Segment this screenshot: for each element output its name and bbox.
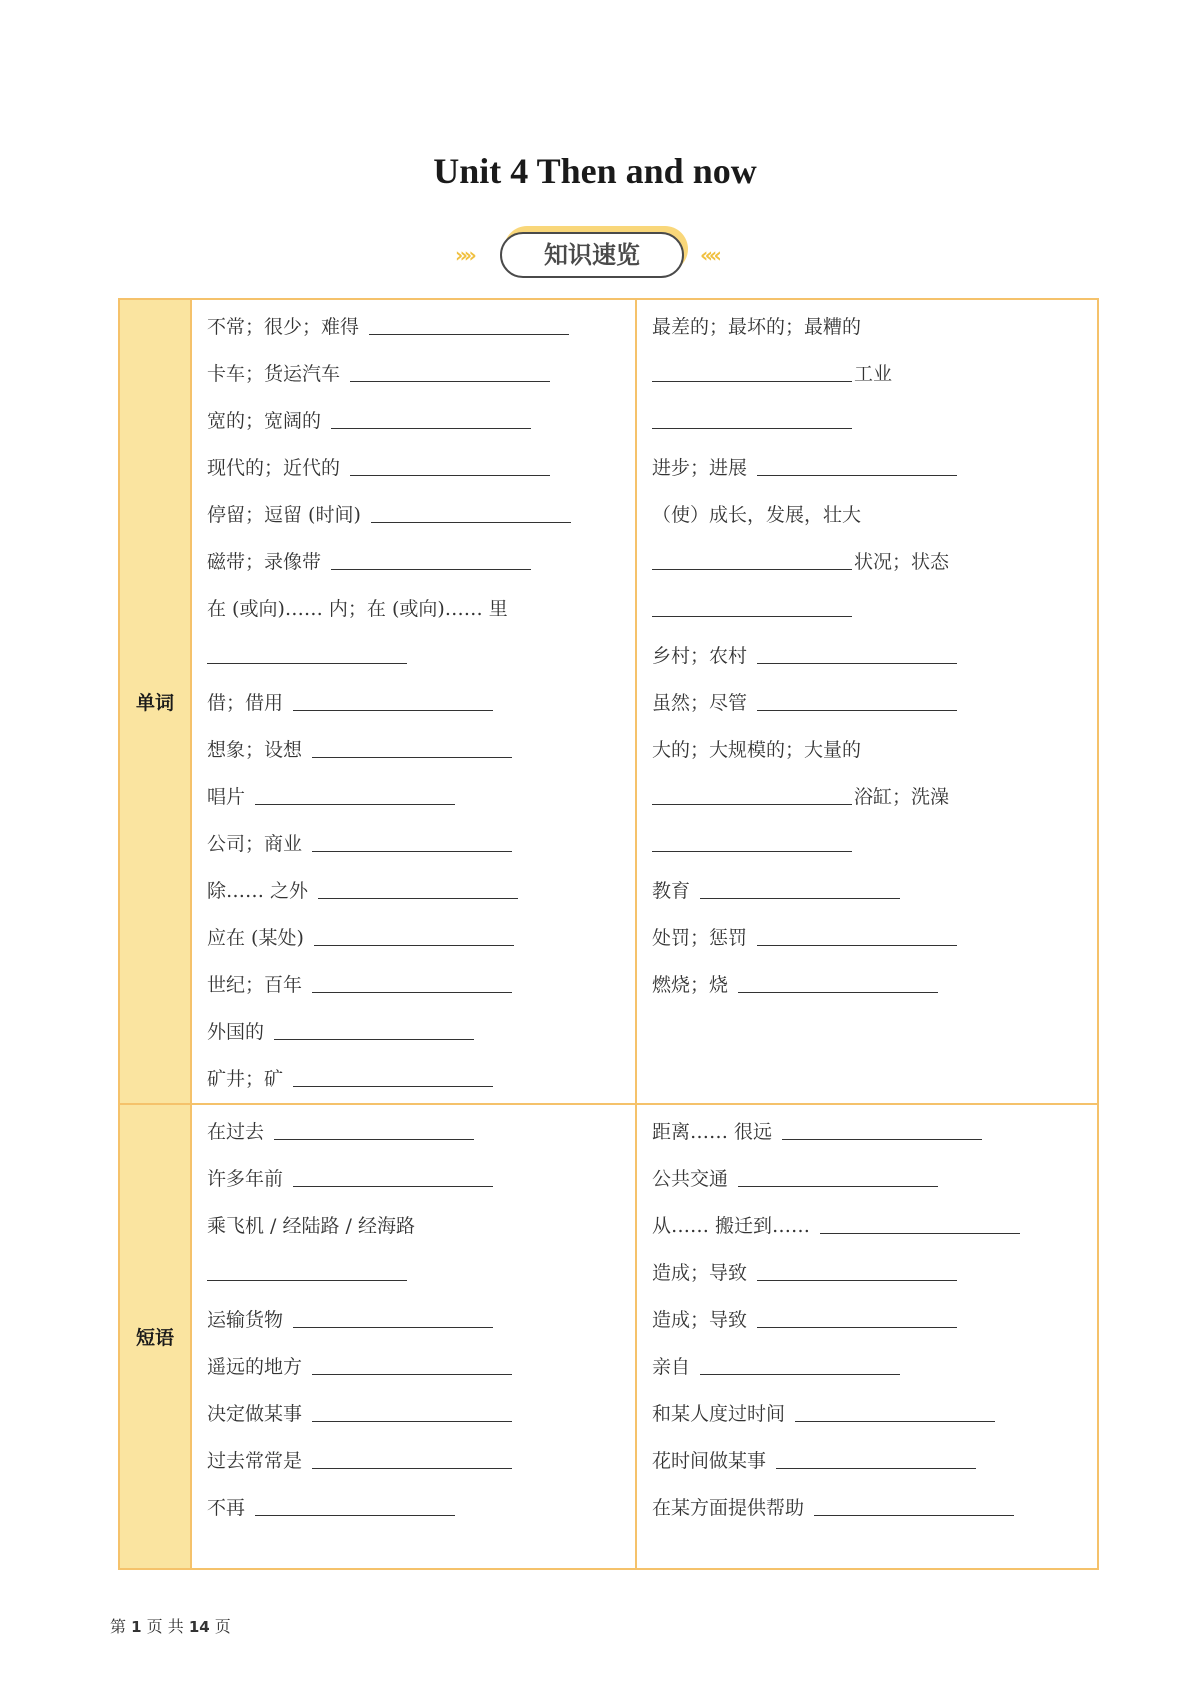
vocab-line xyxy=(207,539,635,586)
answer-blank[interactable] xyxy=(738,962,938,993)
vocab-prompt: 唱片 xyxy=(207,786,246,808)
vocab-prompt: 教育 xyxy=(652,880,691,902)
vocab-line xyxy=(207,915,635,962)
vocab-line xyxy=(652,915,1097,962)
vocab-line xyxy=(207,680,635,727)
footer-page-number: 1 xyxy=(131,1618,142,1636)
vocab-line xyxy=(207,304,635,351)
vocab-prompt: 世纪；百年 xyxy=(207,974,303,996)
words-left-column xyxy=(191,299,636,1104)
vocab-prompt: 亲自 xyxy=(652,1356,691,1378)
vocab-line xyxy=(207,1297,635,1344)
answer-blank[interactable] xyxy=(757,445,957,476)
vocab-prompt: 造成；导致 xyxy=(652,1309,748,1331)
vocab-line xyxy=(207,1056,635,1103)
section-header-words: 单词 xyxy=(119,299,191,1104)
vocab-prompt: 卡车；货运汽车 xyxy=(207,363,341,385)
vocab-prompt: 进步；进展 xyxy=(652,457,748,479)
answer-blank[interactable] xyxy=(738,1156,938,1187)
vocab-line xyxy=(652,1438,1097,1485)
vocab-prompt: 不再 xyxy=(207,1497,246,1519)
section-header-phrases: 短语 xyxy=(119,1104,191,1569)
vocab-line xyxy=(652,1391,1097,1438)
vocab-prompt: 花时间做某事 xyxy=(652,1450,767,1472)
answer-blank[interactable] xyxy=(652,351,852,382)
vocab-line xyxy=(652,1344,1097,1391)
answer-blank[interactable] xyxy=(312,962,512,993)
answer-blank[interactable] xyxy=(350,445,550,476)
vocab-line xyxy=(207,1485,635,1532)
vocab-prompt: 大的；大规模的；大量的 xyxy=(652,739,862,761)
words-right-column xyxy=(636,299,1098,1104)
vocab-line xyxy=(652,1297,1097,1344)
vocab-prompt: 在某方面提供帮助 xyxy=(652,1497,805,1519)
vocab-line xyxy=(207,727,635,774)
answer-blank[interactable] xyxy=(207,633,407,664)
answer-blank[interactable] xyxy=(795,1391,995,1422)
vocab-line xyxy=(207,1009,635,1056)
vocab-prompt: 和某人度过时间 xyxy=(652,1403,786,1425)
vocab-line xyxy=(652,445,1097,492)
vocab-line xyxy=(652,351,1097,398)
vocab-prompt: 停留；逗留 (时间) xyxy=(207,504,361,526)
answer-blank[interactable] xyxy=(318,868,518,899)
vocab-line xyxy=(652,1109,1097,1156)
vocab-prompt: 乡村；农村 xyxy=(652,645,748,667)
vocab-line xyxy=(207,1156,635,1203)
answer-blank[interactable] xyxy=(700,868,900,899)
vocab-line xyxy=(207,586,635,633)
answer-blank[interactable] xyxy=(652,821,852,852)
vocab-line xyxy=(207,1203,635,1250)
vocab-line xyxy=(207,1109,635,1156)
answer-blank[interactable] xyxy=(293,1156,493,1187)
vocab-prompt: 距离…… 很远 xyxy=(652,1121,773,1143)
vocab-prompt: 造成；导致 xyxy=(652,1262,748,1284)
vocab-line xyxy=(207,1250,635,1297)
answer-blank[interactable] xyxy=(312,1344,512,1375)
vocab-line xyxy=(652,1203,1097,1250)
chevron-right-icon: »» xyxy=(455,243,473,267)
chevron-left-icon: «« xyxy=(700,243,718,267)
answer-blank[interactable] xyxy=(757,1297,957,1328)
vocab-prompt: 处罚；惩罚 xyxy=(652,927,748,949)
vocab-prompt: 从…… 搬迁到…… xyxy=(652,1215,811,1237)
vocab-line xyxy=(207,398,635,445)
footer-prefix: 第 xyxy=(110,1617,127,1636)
vocab-prompt: 不常；很少；难得 xyxy=(207,316,360,338)
page-title: Unit 4 Then and now xyxy=(433,151,757,191)
vocab-prompt: 燃烧；烧 xyxy=(652,974,729,996)
vocab-prompt: 磁带；录像带 xyxy=(207,551,322,573)
vocab-line xyxy=(207,633,635,680)
vocab-prompt: 想象；设想 xyxy=(207,739,303,761)
vocab-line xyxy=(652,774,1097,821)
vocab-prompt: 决定做某事 xyxy=(207,1403,303,1425)
vocab-line xyxy=(207,1344,635,1391)
answer-blank[interactable] xyxy=(331,398,531,429)
vocab-line xyxy=(207,445,635,492)
vocab-line xyxy=(652,586,1097,633)
answer-blank[interactable] xyxy=(293,1056,493,1087)
footer-suffix: 页 xyxy=(214,1617,231,1636)
answer-blank[interactable] xyxy=(312,821,512,852)
vocab-prompt: 遥远的地方 xyxy=(207,1356,303,1378)
phrases-right-column xyxy=(636,1104,1098,1569)
vocab-line xyxy=(652,304,1097,351)
vocab-line xyxy=(652,868,1097,915)
vocab-prompt: 公司；商业 xyxy=(207,833,303,855)
vocab-prompt: 运输货物 xyxy=(207,1309,284,1331)
answer-blank[interactable] xyxy=(757,915,957,946)
vocab-line xyxy=(652,633,1097,680)
vocab-line xyxy=(207,1438,635,1485)
vocab-line xyxy=(652,1156,1097,1203)
vocab-line xyxy=(207,962,635,1009)
footer-total-pages: 14 xyxy=(188,1618,210,1636)
answer-blank[interactable] xyxy=(757,633,957,664)
section-banner xyxy=(0,226,1190,284)
answer-blank[interactable] xyxy=(776,1438,976,1469)
vocab-line xyxy=(207,821,635,868)
vocab-prompt: 现代的；近代的 xyxy=(207,457,341,479)
vocab-line xyxy=(652,1250,1097,1297)
answer-blank[interactable] xyxy=(312,1391,512,1422)
answer-blank[interactable] xyxy=(331,539,531,570)
vocab-prompt: 最差的；最坏的；最糟的 xyxy=(652,316,862,338)
vocab-prompt: （使）成长，发展，壮大 xyxy=(652,504,862,526)
vocabulary-table xyxy=(118,298,1099,1570)
vocab-prompt: 虽然；尽管 xyxy=(652,692,748,714)
vocab-line xyxy=(652,821,1097,868)
vocab-prompt: 状况；状态 xyxy=(854,551,950,573)
page-footer xyxy=(110,1614,231,1637)
vocab-prompt: 公共交通 xyxy=(652,1168,729,1190)
answer-blank[interactable] xyxy=(274,1009,474,1040)
vocab-prompt: 外国的 xyxy=(207,1021,265,1043)
answer-blank[interactable] xyxy=(312,727,512,758)
answer-blank[interactable] xyxy=(207,1250,407,1281)
answer-blank[interactable] xyxy=(371,492,571,523)
vocab-line xyxy=(652,727,1097,774)
vocab-prompt: 浴缸；洗澡 xyxy=(854,786,950,808)
answer-blank[interactable] xyxy=(652,539,852,570)
vocab-prompt: 矿井；矿 xyxy=(207,1068,284,1090)
vocab-prompt: 除…… 之外 xyxy=(207,880,309,902)
vocab-line xyxy=(207,868,635,915)
phrases-left-column xyxy=(191,1104,636,1569)
footer-middle: 页 共 xyxy=(146,1617,184,1636)
answer-blank[interactable] xyxy=(757,680,957,711)
answer-blank[interactable] xyxy=(652,774,852,805)
vocab-line xyxy=(207,774,635,821)
vocab-line xyxy=(652,539,1097,586)
answer-blank[interactable] xyxy=(757,1250,957,1281)
vocab-prompt: 宽的；宽阔的 xyxy=(207,410,322,432)
vocab-line xyxy=(652,1485,1097,1532)
answer-blank[interactable] xyxy=(820,1203,1020,1234)
answer-blank[interactable] xyxy=(293,1297,493,1328)
vocab-prompt: 在过去 xyxy=(207,1121,265,1143)
vocab-prompt: 工业 xyxy=(854,363,893,385)
answer-blank[interactable] xyxy=(293,680,493,711)
words-row xyxy=(119,299,1098,1104)
phrases-row xyxy=(119,1104,1098,1569)
answer-blank[interactable] xyxy=(314,915,514,946)
answer-blank[interactable] xyxy=(350,351,550,382)
vocab-line xyxy=(207,351,635,398)
vocab-line xyxy=(652,962,1097,1009)
answer-blank[interactable] xyxy=(814,1485,1014,1516)
answer-blank[interactable] xyxy=(652,586,852,617)
answer-blank[interactable] xyxy=(255,1485,455,1516)
vocab-line xyxy=(652,680,1097,727)
answer-blank[interactable] xyxy=(782,1109,982,1140)
answer-blank[interactable] xyxy=(255,774,455,805)
answer-blank[interactable] xyxy=(274,1109,474,1140)
answer-blank[interactable] xyxy=(369,304,569,335)
vocab-prompt: 许多年前 xyxy=(207,1168,284,1190)
vocab-prompt: 乘飞机 / 经陆路 / 经海路 xyxy=(207,1215,415,1237)
vocab-prompt: 在 (或向)…… 内；在 (或向)…… 里 xyxy=(207,598,508,620)
vocab-line xyxy=(652,398,1097,445)
vocab-prompt: 应在 (某处) xyxy=(207,927,304,949)
vocab-line xyxy=(207,1391,635,1438)
vocab-prompt: 过去常常是 xyxy=(207,1450,303,1472)
answer-blank[interactable] xyxy=(312,1438,512,1469)
answer-blank[interactable] xyxy=(652,398,852,429)
vocab-prompt: 借；借用 xyxy=(207,692,284,714)
banner-label: 知识速览 xyxy=(500,232,684,278)
vocab-line xyxy=(207,492,635,539)
vocab-line xyxy=(652,492,1097,539)
answer-blank[interactable] xyxy=(700,1344,900,1375)
